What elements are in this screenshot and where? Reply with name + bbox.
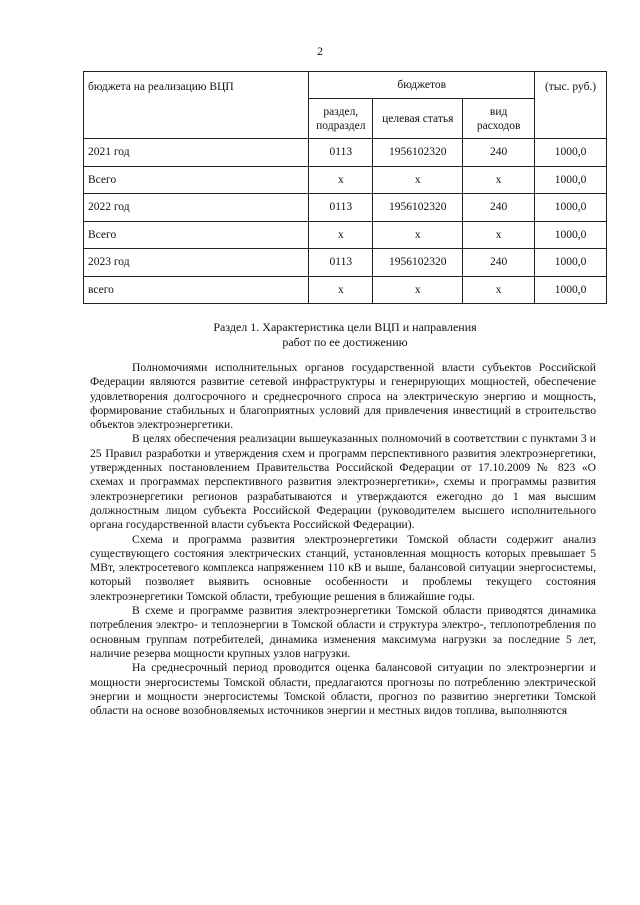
row-type: х: [463, 221, 535, 249]
row-label: 2022 год: [84, 194, 309, 222]
row-amount: 1000,0: [535, 139, 607, 167]
row-label: всего: [84, 276, 309, 304]
row-type: х: [463, 276, 535, 304]
row-section: х: [309, 276, 373, 304]
table-row: [84, 194, 607, 222]
row-amount: 1000,0: [535, 166, 607, 194]
table-row: [84, 166, 607, 194]
row-target: х: [373, 166, 463, 194]
paragraph: Полномочиями исполнительных органов государственной власти субъектов Российской Федерации являются развитие сетевой инфраструктуры и генерирующих мощностей, обеспечение удовлетворения долгосрочного и среднесрочного спроса на электрическую энергию и мощность, формирование стабильных и благоприятных условий для привлечения инвестиций в строительство объектов электроэнергетики.: [90, 361, 596, 432]
row-section: 0113: [309, 139, 373, 167]
table-header-row: [84, 72, 607, 99]
row-section: 0113: [309, 249, 373, 277]
table-row: [84, 139, 607, 167]
row-amount: 1000,0: [535, 194, 607, 222]
row-section: х: [309, 166, 373, 194]
section-title: [83, 320, 607, 350]
row-label: 2023 год: [84, 249, 309, 277]
row-target: 1956102320: [373, 249, 463, 277]
row-target: х: [373, 276, 463, 304]
section-title-line: работ по ее достижению: [282, 335, 408, 349]
table-row: [84, 276, 607, 304]
table-row: [84, 221, 607, 249]
row-amount: 1000,0: [535, 249, 607, 277]
paragraph: Схема и программа развития электроэнергетики Томской области содержит анализ существующего состояния электрических станций, установленная мощность которых превышает 5 МВт, электросетевого комплекса напряжением 110 кВ и выше, балансовой ситуации энергосистемы, который позволяет выявить основные особенности и проблемы текущего состояния электроэнергетики Томской области, требующие решения в ближайшие годы.: [90, 532, 596, 603]
row-target: 1956102320: [373, 139, 463, 167]
paragraph: На среднесрочный период проводится оценка балансовой ситуации по электроэнергии и мощности энергосистемы Томской области, предлагаются прогнозы по потреблению электрической энергии и мощности энергосистемы Томской области, прогноз по развитию энергетики Томской области на основе возобновляемых источников энергии и местных видов топлива, выполняются: [90, 661, 596, 718]
row-section: 0113: [309, 194, 373, 222]
paragraph: В схеме и программе развития электроэнергетики Томской области приводятся динамика потребления электро- и теплоэнергии в Томской области и структура электро-, теплопотребления по основным группам потребителей, динамика изменения максимума нагрузки за последние 5 лет, наличие резерва мощности крупных узлов нагрузки.: [90, 604, 596, 660]
header-expense-type: вид расходов: [463, 99, 535, 139]
header-budget-source: бюджета на реализацию ВЦП: [84, 72, 309, 139]
row-type: 240: [463, 139, 535, 167]
header-units: (тыс. руб.): [535, 72, 607, 139]
body-text: [90, 361, 596, 718]
row-target: 1956102320: [373, 194, 463, 222]
row-type: х: [463, 166, 535, 194]
row-type: 240: [463, 194, 535, 222]
paragraph: В целях обеспечения реализации вышеуказанных полномочий в соответствии с пунктами 3 и 25 Правил разработки и утверждения схем и программ перспективного развития электроэнергетики, утвержденных постановлением Правительства Российской Федерации от 17.10.2009 № 823 «О схемах и программах перспективного развития электроэнергетики», схемы и программы развития электроэнергетики регионов разрабатываются и утверждаются ежегодно до 1 мая высшим должностным лицом субъекта Российской Федерации (руководителем высшего исполнительного органа государственной власти субъекта Российской Федерации).: [90, 432, 596, 532]
row-label: 2021 год: [84, 139, 309, 167]
row-amount: 1000,0: [535, 221, 607, 249]
row-target: х: [373, 221, 463, 249]
row-section: х: [309, 221, 373, 249]
row-label: Всего: [84, 166, 309, 194]
header-target-article: целевая статья: [373, 99, 463, 139]
row-amount: 1000,0: [535, 276, 607, 304]
page-number: 2: [317, 44, 323, 58]
header-section: раздел, подраздел: [309, 99, 373, 139]
budget-table: [83, 71, 607, 304]
section-title-line: Раздел 1. Характеристика цели ВЦП и направления: [213, 320, 477, 334]
table-row: [84, 249, 607, 277]
row-type: 240: [463, 249, 535, 277]
header-budgets-group: бюджетов: [309, 72, 535, 99]
row-label: Всего: [84, 221, 309, 249]
